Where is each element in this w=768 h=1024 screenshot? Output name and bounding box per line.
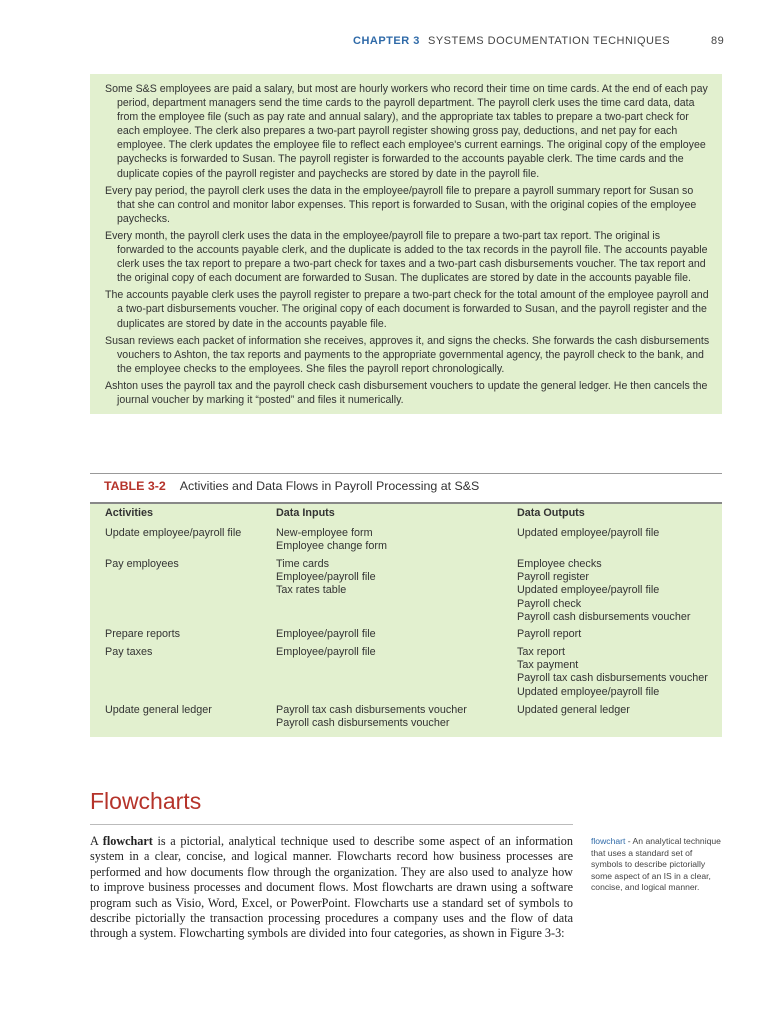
output-item: Payroll cash disbursements voucher [517,610,691,623]
output-item: Payroll check [517,597,582,610]
table-cell-outputs [517,527,659,540]
table-cell-inputs [276,527,387,553]
table-caption [104,479,479,493]
input-item: Payroll tax cash disbursements voucher [276,704,467,716]
output-item: Payroll tax cash disbursements voucher [517,672,708,685]
table-cell-activity: Pay employees [105,558,179,570]
case-narrative-box [90,74,722,414]
case-paragraph: Every month, the payroll clerk uses the data in the employee/payroll file to prepare a two-part tax report. The original is forwarded to the accounts payable clerk, and the duplicate is added to the tax records in the payroll file. The accounts payable clerk uses the tax report to prepare a two-part check for taxes and a two-part cash disbursements voucher. The tax report and the original copy of each document are forwarded to Susan. The duplicates are stored by date in the accounts payable file. [105,229,708,285]
output-item: Tax report [517,646,566,658]
case-paragraph: Every pay period, the payroll clerk uses the data in the employee/payroll file to prepare a payroll summary report for Susan so that she can control and monitor labor expenses. This report is forwarded to Susan, with the original copies of the employee paychecks. [105,184,697,225]
section-rule [90,824,573,825]
section-title: Flowcharts [90,788,202,814]
output-item: Payroll report [517,628,582,640]
output-item: Payroll register [517,571,590,584]
output-item: Updated employee/payroll file [517,527,660,539]
input-item: Employee/payroll file [276,628,376,640]
table-cell-inputs [276,646,376,659]
column-header-inputs: Data Inputs [276,507,335,519]
table-cell-inputs [276,558,376,598]
chapter-title: SYSTEMS DOCUMENTATION TECHNIQUES [428,35,671,47]
table-cell-activity: Update employee/payroll file [105,527,242,539]
input-item: Tax rates table [276,584,347,597]
output-item: Updated employee/payroll file [517,685,660,698]
table-cell-outputs [517,704,630,717]
section-body [90,834,573,942]
glossary-definition: - An analytical technique that uses a standard set of symbols to describe pictorially some aspect of an IS in a clear, concise, and logical manner. [591,836,721,893]
table-cell-activity: Prepare reports [105,628,181,640]
table-cell-outputs [517,628,581,641]
table-top-rule [90,473,722,474]
case-paragraph: The accounts payable clerk uses the payroll register to prepare a two-part check for the total amount of the employee payroll and a two-part disbursements voucher. The original copy of each document is forwarded to Susan, and the payroll register and the duplicates are stored by date in the accounts payable file. [105,289,709,330]
chapter-label: CHAPTER 3 [353,35,420,47]
input-item: Employee change form [276,540,388,553]
margin-glossary-note [591,836,726,894]
table-cell-inputs [276,628,376,641]
input-item: Employee/payroll file [276,571,376,584]
page-number: 89 [711,35,725,47]
glossary-term: flowchart [591,836,626,846]
case-paragraph: Susan reviews each packet of information she receives, approves it, and signs the checks. She forwards the cash disbursements vouchers to Ashton, the tax reports and payments to the appropriate governmental agency, the payroll check to the bank, and the employee checks to the employees. She files the payroll report chronologically. [105,334,710,375]
table-number: TABLE 3-2 [104,479,166,493]
column-header-activities: Activities [105,507,154,519]
body-text-rest: is a pictorial, analytical technique used to describe some aspect of an information system in a clear, concise, and logical manner. Flowcharts record how business processes are performed and how documents flow through the organization. They are also used to analyze how to improve business processes and document flows. Most flowcharts are drawn using a software program such as Visio, Word, Excel, or PowerPoint. Flowcharts use a standard set of symbols to describe pictorially the transaction processing procedures a company uses and the flow of data through a system. Flowcharting symbols are divided into four categories, as shown in Figure 3-3: [90,834,573,941]
input-item: New-employee form [276,527,373,539]
output-item: Tax payment [517,659,579,672]
table-cell-activity: Pay taxes [105,646,153,658]
table-cell-outputs [517,558,690,624]
output-item: Updated general ledger [517,704,630,716]
table-cell-inputs [276,704,467,730]
key-term: flowchart [102,834,153,848]
case-paragraph: Some S&S employees are paid a salary, but most are hourly workers who record their time on time cards. At the end of each pay period, department managers send the time cards to the payroll department. The payroll clerk uses the time card data, data from the employee file (such as pay rate and annual salary), and the appropriate tax tables to prepare a two-part check for each employee. The clerk also prepares a two-part payroll register showing gross pay, deductions, and net pay for each employee. The clerk updates the employee file to reflect each employee's current earnings. The original copy of the employee paychecks is forwarded to Susan. The payroll register is forwarded to the accounts payable clerk. The time cards and the duplicate copies of the payroll register and paychecks are stored by date in the payroll file. [105,83,708,180]
running-head [0,35,768,51]
input-item: Payroll cash disbursements voucher [276,717,450,730]
output-item: Updated employee/payroll file [517,584,660,597]
column-header-outputs: Data Outputs [517,507,585,519]
case-paragraph: Ashton uses the payroll tax and the payroll check cash disbursement vouchers to update the general ledger. He then cancels the journal voucher by marking it “posted” and files it numerically. [105,379,708,406]
input-item: Time cards [276,558,329,570]
table-cell-outputs [517,646,708,699]
table-title: Activities and Data Flows in Payroll Processing at S&S [179,479,480,493]
input-item: Employee/payroll file [276,646,376,658]
table-cell-activity: Update general ledger [105,704,212,716]
output-item: Employee checks [517,558,602,570]
body-text-lead: A [90,834,103,848]
